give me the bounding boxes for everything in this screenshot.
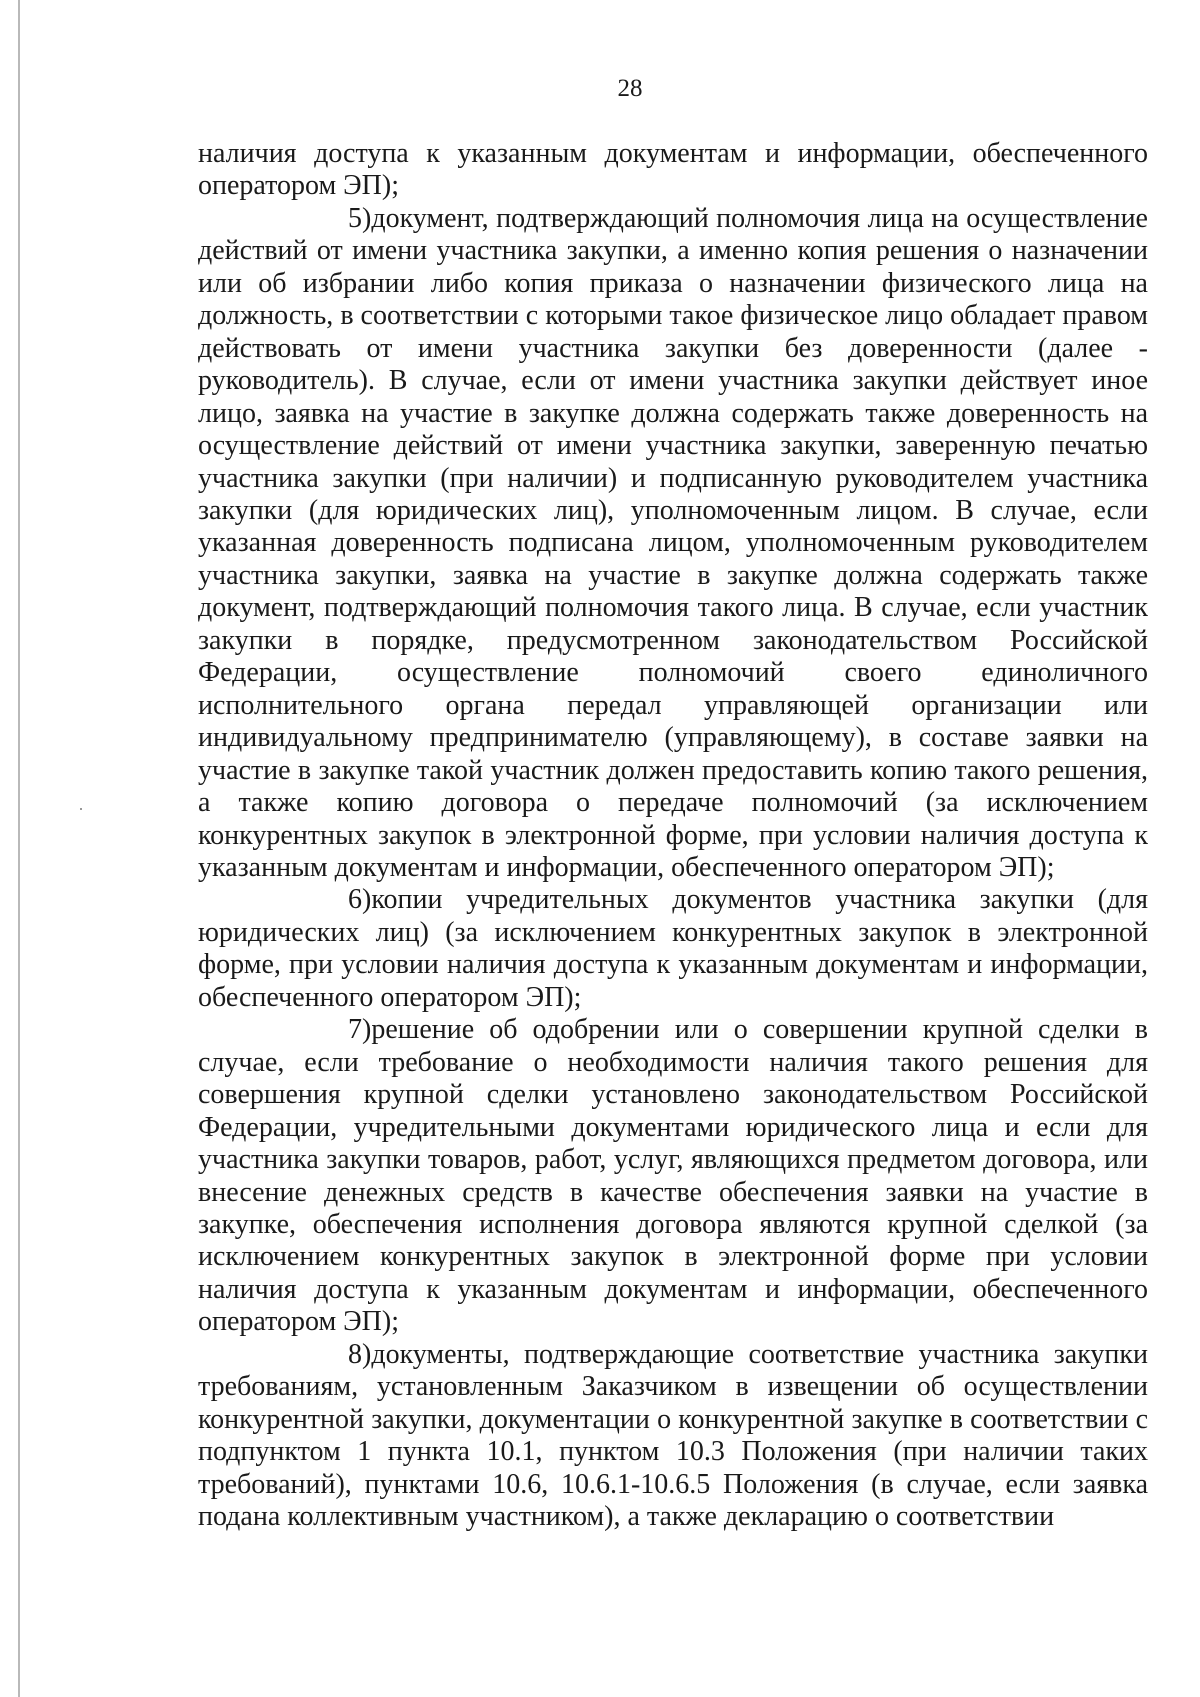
list-item-number: 8) — [348, 1338, 372, 1370]
list-item-6 — [198, 884, 1148, 1014]
document-body — [198, 138, 1148, 1533]
list-item-number: 6) — [348, 884, 372, 916]
scan-speck — [80, 808, 82, 810]
list-item-5 — [198, 203, 1148, 885]
page-number: 28 — [617, 75, 643, 102]
paragraph-continuation — [198, 138, 1148, 203]
paragraph-text: документы, подтверждающие соответствие участника закупки требованиям, установленным Заказчиком в извещении об осуществлении конкурентной закупки, документации о конкурентной закупке в соответствии с подпунктом 1 пункта 10.1, пунктом 10.3 Положения (при наличии таких требований), пунктами 10.6, 10.6.1-10.6.5 Положения (в случае, если заявка подана коллективным участником), а также декларацию о соответствии — [198, 1338, 1148, 1533]
list-item-number: 5) — [348, 202, 372, 234]
paragraph-text: документ, подтверждающий полномочия лица на осуществление действий от имени участника закупки, а именно копия решения о назначении или об избрании либо копия приказа о назначении физического лица на должность, в соответствии с которыми такое физическое лицо обладает правом действовать от имени участника закупки без доверенности (далее - руководитель). В случае, если от имени участника закупки действует иное лицо, заявка на участие в закупке должна содержать также доверенность на осуществление действий от имени участника закупки, заверенную печатью участника закупки (при наличии) и подписанную руководителем участника закупки (для юридических лиц), уполномоченным лицом. В случае, если указанная доверенность подписана лицом, уполномоченным руководителем участника закупки, заявка на участие в закупке должна содержать также документ, подтверждающий полномочия такого лица. В случае, если участник закупки в порядке, предусмотренном законодательством Российской Федерации, осуществление полномочий своего единоличного исполнительного органа передал управляющей организации или индивидуальному предпринимателю (управляющему), в составе заявки на участие в закупке такой участник должен предоставить копию такого решения, а также копию договора о передаче полномочий (за исключением конкурентных закупок в электронной форме, при условии наличия доступа к указанным документам и информации, обеспеченного оператором ЭП); — [198, 202, 1148, 883]
list-item-7 — [198, 1014, 1148, 1339]
scan-edge — [18, 0, 20, 1697]
list-item-8 — [198, 1339, 1148, 1534]
paragraph-text: копии учредительных документов участника закупки (для юридических лиц) (за исключением конкурентных закупок в электронной форме, при условии наличия доступа к указанным документам и информации, обеспеченного оператором ЭП); — [198, 884, 1148, 1013]
paragraph-text: наличия доступа к указанным документам и информации, обеспеченного оператором ЭП); — [198, 138, 1148, 202]
list-item-number: 7) — [348, 1014, 372, 1046]
paragraph-text: решение об одобрении или о совершении крупной сделки в случае, если требование о необходимости наличия такого решения для совершения крупной сделки установлено законодательством Российской Федерации, учредительными документами юридического лица и если для участника закупки товаров, работ, услуг, являющихся предметом договора, или внесение денежных средств в качестве обеспечения заявки на участие в закупке, обеспечения исполнения договора являются крупной сделкой (за исключением конкурентных закупок в электронной форме при условии наличия доступа к указанным документам и информации, обеспеченного оператором ЭП); — [198, 1014, 1148, 1338]
